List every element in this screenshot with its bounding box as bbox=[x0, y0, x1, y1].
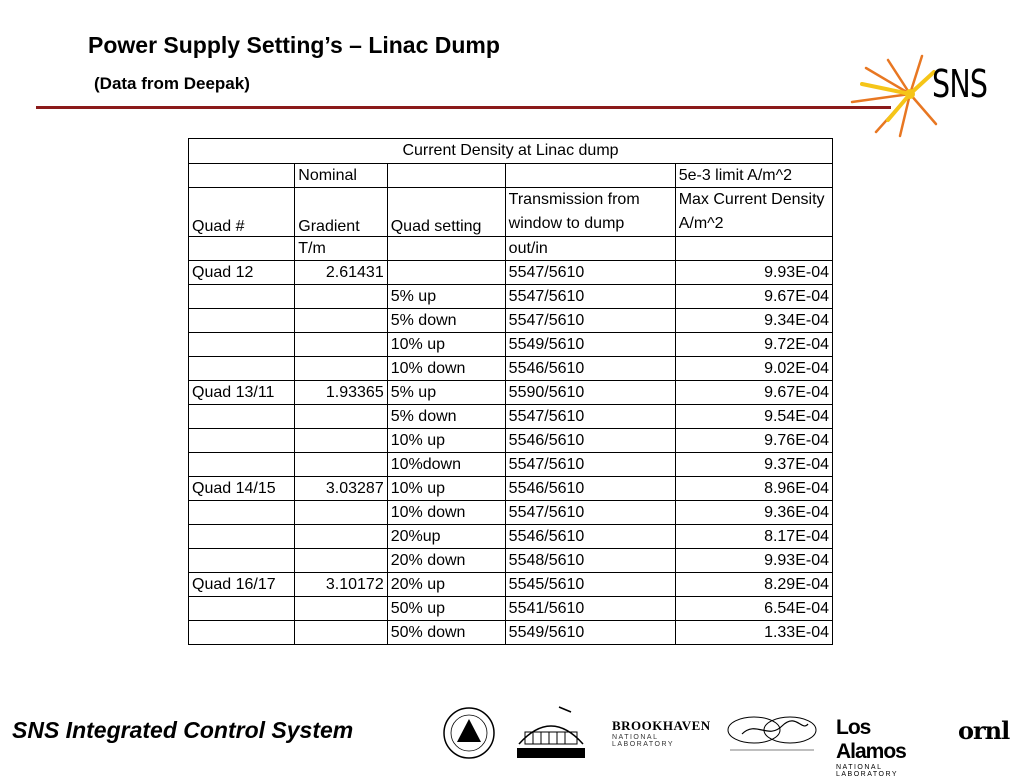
gradient-cell bbox=[295, 549, 387, 573]
quad-cell bbox=[189, 597, 295, 621]
quad-setting-cell: 5% down bbox=[387, 309, 505, 333]
table-row bbox=[189, 573, 833, 597]
transmission-cell: 5541/5610 bbox=[505, 597, 675, 621]
table-row bbox=[189, 453, 833, 477]
ornl-logo: ornl bbox=[958, 716, 1010, 745]
quad-cell bbox=[189, 333, 295, 357]
slide-title: Power Supply Setting’s – Linac Dump bbox=[88, 32, 500, 58]
table-row bbox=[189, 333, 833, 357]
quad-setting-cell: 10% up bbox=[387, 429, 505, 453]
transmission-cell: 5547/5610 bbox=[505, 453, 675, 477]
table-row bbox=[189, 357, 833, 381]
sns-starburst-icon bbox=[848, 54, 938, 138]
quad-cell: Quad 14/15 bbox=[189, 477, 295, 501]
gradient-cell bbox=[295, 309, 387, 333]
transmission-cell: 5547/5610 bbox=[505, 501, 675, 525]
los-alamos-logo bbox=[836, 716, 944, 778]
sns-logo bbox=[848, 54, 988, 138]
header-cell: Transmission from window to dump bbox=[505, 188, 675, 237]
table-row bbox=[189, 597, 833, 621]
quad-setting-cell: 5% up bbox=[387, 381, 505, 405]
partner-logos bbox=[0, 700, 1024, 778]
gradient-cell: 3.10172 bbox=[295, 573, 387, 597]
header-cell bbox=[387, 164, 505, 188]
header-row-2 bbox=[189, 188, 833, 237]
quad-setting-cell: 10% up bbox=[387, 333, 505, 357]
header-cell bbox=[189, 164, 295, 188]
gradient-cell: 1.93365 bbox=[295, 381, 387, 405]
header-cell bbox=[505, 164, 675, 188]
quad-setting-cell: 10% down bbox=[387, 501, 505, 525]
header-cell: Quad setting bbox=[387, 188, 505, 237]
transmission-cell: 5547/5610 bbox=[505, 261, 675, 285]
transmission-cell: 5546/5610 bbox=[505, 525, 675, 549]
quad-cell bbox=[189, 525, 295, 549]
transmission-cell: 5547/5610 bbox=[505, 405, 675, 429]
table-row bbox=[189, 309, 833, 333]
argonne-logo-icon bbox=[442, 706, 496, 760]
transmission-cell: 5545/5610 bbox=[505, 573, 675, 597]
transmission-cell: 5549/5610 bbox=[505, 333, 675, 357]
max-density-cell: 8.29E-04 bbox=[675, 573, 832, 597]
table-row bbox=[189, 429, 833, 453]
quad-setting-cell: 5% up bbox=[387, 285, 505, 309]
gradient-cell bbox=[295, 333, 387, 357]
max-density-cell: 8.96E-04 bbox=[675, 477, 832, 501]
max-density-cell: 9.37E-04 bbox=[675, 453, 832, 477]
max-density-cell: 9.36E-04 bbox=[675, 501, 832, 525]
max-density-cell: 9.93E-04 bbox=[675, 549, 832, 573]
max-density-cell: 9.67E-04 bbox=[675, 285, 832, 309]
table-row bbox=[189, 285, 833, 309]
transmission-cell: 5549/5610 bbox=[505, 621, 675, 645]
table-row bbox=[189, 525, 833, 549]
los-alamos-logo-sub: NATIONAL LABORATORY bbox=[836, 764, 899, 778]
gradient-cell bbox=[295, 525, 387, 549]
header-cell bbox=[189, 237, 295, 261]
quad-cell bbox=[189, 285, 295, 309]
quad-cell bbox=[189, 405, 295, 429]
gradient-cell bbox=[295, 621, 387, 645]
max-density-cell: 6.54E-04 bbox=[675, 597, 832, 621]
header-cell: Max Current Density A/m^2 bbox=[675, 188, 832, 237]
jefferson-lab-logo-icon bbox=[722, 710, 822, 756]
sns-logo-text: SNS bbox=[932, 62, 988, 106]
max-density-cell: 9.54E-04 bbox=[675, 405, 832, 429]
quad-setting-cell: 10%down bbox=[387, 453, 505, 477]
quad-cell: Quad 16/17 bbox=[189, 573, 295, 597]
brookhaven-logo bbox=[612, 718, 710, 748]
quad-setting-cell: 20% down bbox=[387, 549, 505, 573]
header-cell: 5e-3 limit A/m^2 bbox=[675, 164, 832, 188]
max-density-cell: 1.33E-04 bbox=[675, 621, 832, 645]
quad-setting-cell: 20% up bbox=[387, 573, 505, 597]
quad-cell bbox=[189, 453, 295, 477]
header-cell: Nominal bbox=[295, 164, 387, 188]
quad-cell: Quad 12 bbox=[189, 261, 295, 285]
quad-cell bbox=[189, 357, 295, 381]
gradient-cell: 3.03287 bbox=[295, 477, 387, 501]
header-cell bbox=[675, 237, 832, 261]
quad-setting-cell: 10% up bbox=[387, 477, 505, 501]
brookhaven-logo-sub: NATIONAL LABORATORY bbox=[612, 734, 675, 748]
quad-cell bbox=[189, 501, 295, 525]
max-density-cell: 9.76E-04 bbox=[675, 429, 832, 453]
transmission-cell: 5547/5610 bbox=[505, 285, 675, 309]
current-density-table bbox=[188, 138, 833, 645]
header-row-1 bbox=[189, 164, 833, 188]
quad-cell: Quad 13/11 bbox=[189, 381, 295, 405]
gradient-cell bbox=[295, 429, 387, 453]
table-row bbox=[189, 261, 833, 285]
header-cell bbox=[387, 237, 505, 261]
gradient-cell bbox=[295, 405, 387, 429]
gradient-cell bbox=[295, 597, 387, 621]
quad-cell bbox=[189, 309, 295, 333]
max-density-cell: 9.02E-04 bbox=[675, 357, 832, 381]
gradient-cell bbox=[295, 501, 387, 525]
header-cell: Quad # bbox=[189, 188, 295, 237]
max-density-cell: 9.72E-04 bbox=[675, 333, 832, 357]
max-density-cell: 9.93E-04 bbox=[675, 261, 832, 285]
transmission-cell: 5546/5610 bbox=[505, 357, 675, 381]
los-alamos-logo-name: Los Alamos bbox=[836, 716, 906, 763]
header-cell: Gradient bbox=[295, 188, 387, 237]
transmission-cell: 5546/5610 bbox=[505, 477, 675, 501]
quad-setting-cell: 50% down bbox=[387, 621, 505, 645]
max-density-cell: 9.67E-04 bbox=[675, 381, 832, 405]
header-cell: out/in bbox=[505, 237, 675, 261]
transmission-cell: 5547/5610 bbox=[505, 309, 675, 333]
table-row bbox=[189, 405, 833, 429]
transmission-cell: 5546/5610 bbox=[505, 429, 675, 453]
table-row bbox=[189, 621, 833, 645]
quad-setting-cell: 10% down bbox=[387, 357, 505, 381]
gradient-cell: 2.61431 bbox=[295, 261, 387, 285]
quad-setting-cell: 50% up bbox=[387, 597, 505, 621]
quad-cell bbox=[189, 621, 295, 645]
gradient-cell bbox=[295, 453, 387, 477]
quad-setting-cell: 20%up bbox=[387, 525, 505, 549]
table-row bbox=[189, 549, 833, 573]
footer-title: SNS Integrated Control System bbox=[12, 717, 354, 743]
title-divider bbox=[36, 106, 891, 109]
table-row bbox=[189, 477, 833, 501]
quad-setting-cell bbox=[387, 261, 505, 285]
table-caption: Current Density at Linac dump bbox=[189, 139, 833, 164]
header-cell: T/m bbox=[295, 237, 387, 261]
transmission-cell: 5590/5610 bbox=[505, 381, 675, 405]
quad-setting-cell: 5% down bbox=[387, 405, 505, 429]
slide-subtitle: (Data from Deepak) bbox=[94, 74, 250, 93]
max-density-cell: 8.17E-04 bbox=[675, 525, 832, 549]
table-row bbox=[189, 381, 833, 405]
table-row bbox=[189, 501, 833, 525]
header-row-3 bbox=[189, 237, 833, 261]
transmission-cell: 5548/5610 bbox=[505, 549, 675, 573]
max-density-cell: 9.34E-04 bbox=[675, 309, 832, 333]
quad-cell bbox=[189, 429, 295, 453]
brookhaven-logo-name: BROOKHAVEN bbox=[612, 718, 711, 733]
gradient-cell bbox=[295, 357, 387, 381]
berkeley-lab-logo-icon bbox=[513, 704, 589, 760]
quad-cell bbox=[189, 549, 295, 573]
gradient-cell bbox=[295, 285, 387, 309]
